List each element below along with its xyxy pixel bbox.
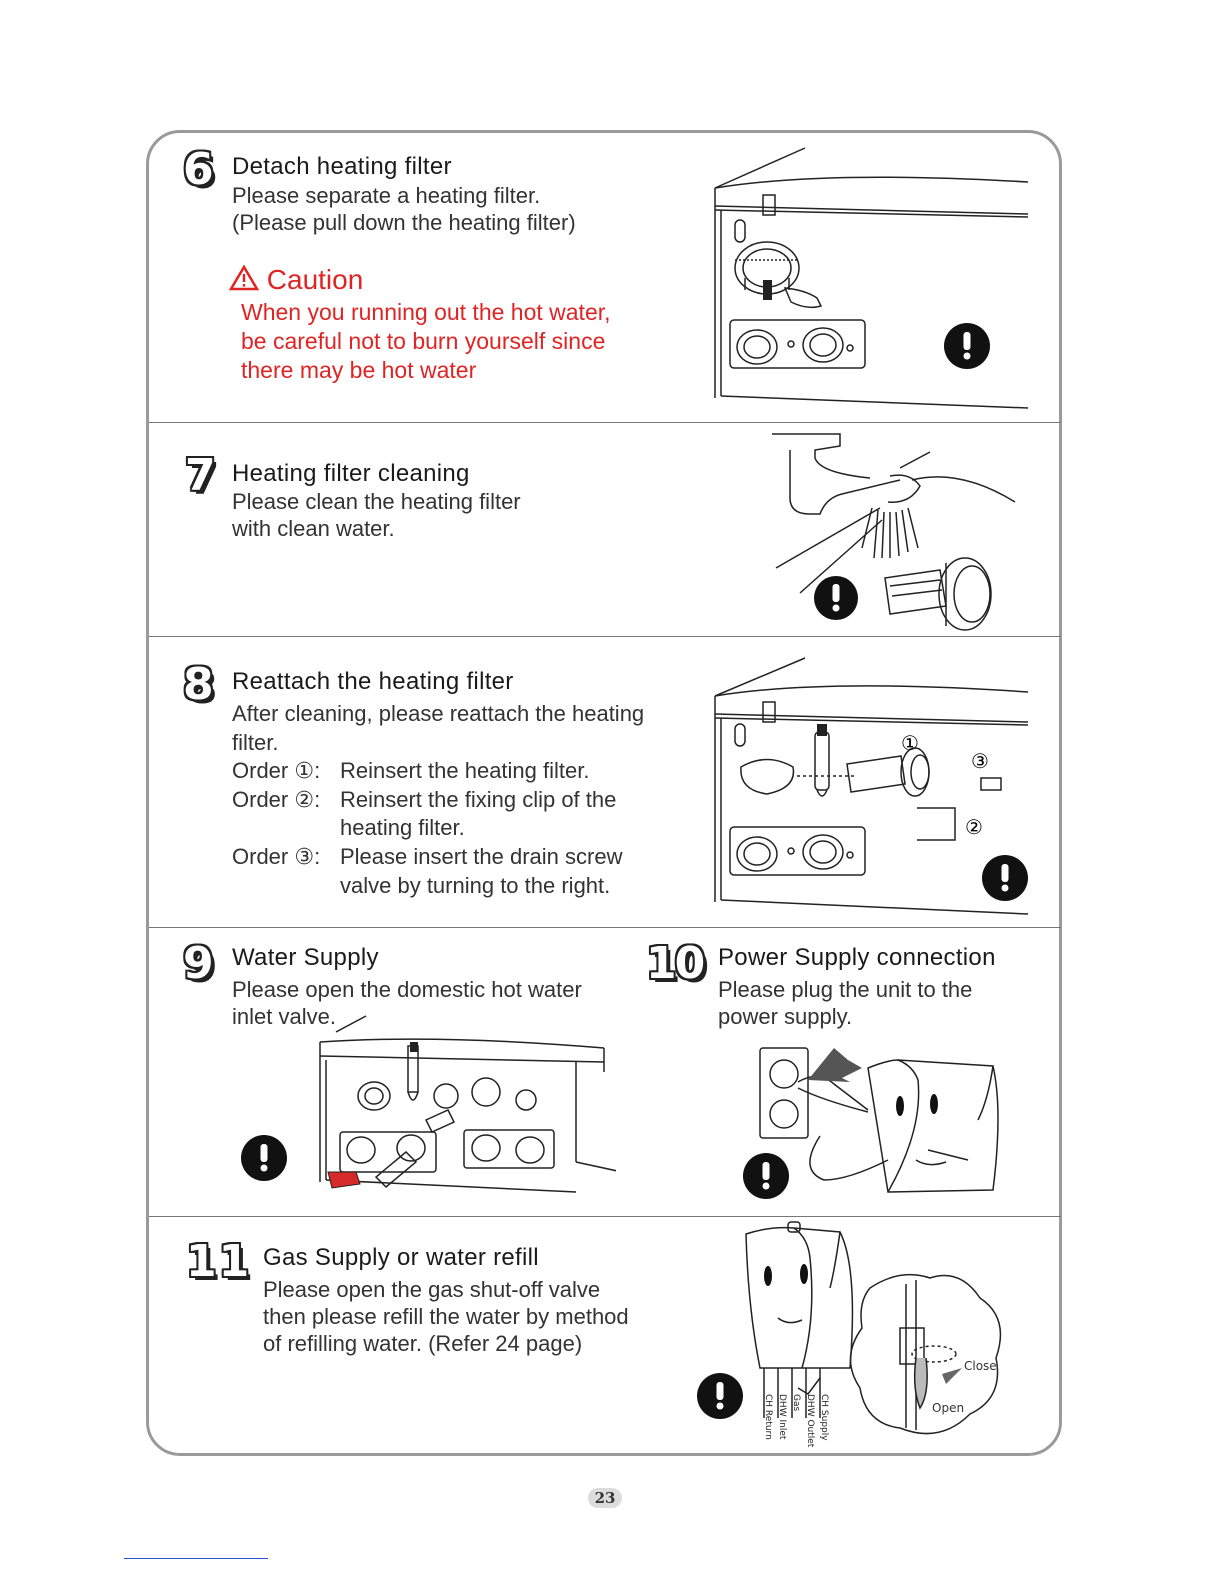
order-text: Reinsert the heating filter. (340, 758, 590, 784)
order-label: Order ③: (232, 843, 321, 869)
order-text-line: Reinsert the fixing clip of the (340, 786, 617, 812)
step-6-title: Detach heating filter (232, 153, 452, 180)
step-11-number: 11 (186, 1236, 252, 1287)
step-6-line: (Please pull down the heating filter) (232, 210, 576, 235)
power-plug-illustration (738, 1040, 1008, 1210)
filter-cleaning-illustration (760, 428, 1030, 633)
order-label: Order ①: (232, 758, 321, 784)
section-divider (149, 927, 1061, 928)
step-7-line: with clean water. (232, 516, 395, 541)
order-label: Order ②: (232, 786, 321, 812)
step-8-number: 8 (183, 659, 214, 710)
callout-2: ② (965, 815, 983, 839)
step-10-line: Please plug the unit to the (718, 977, 973, 1002)
step-9-line: inlet valve. (232, 1004, 336, 1029)
step-9-title: Water Supply (232, 944, 379, 971)
section-divider (149, 422, 1061, 423)
step-10-number: 10 (646, 938, 704, 989)
section-divider (149, 1216, 1061, 1217)
pipe-label: Gas (791, 1394, 801, 1412)
step-10-text (718, 976, 972, 1030)
step-10-title: Power Supply connection (718, 944, 996, 971)
valve-close-label: Close (964, 1359, 997, 1373)
pipe-label: CH Supply (819, 1394, 829, 1441)
step-9-number: 9 (183, 938, 214, 989)
order-text (340, 786, 682, 843)
order-text-line: valve by turning to the right. (340, 872, 611, 898)
pipe-label: DHW Outlet (805, 1394, 815, 1448)
caution-line: be careful not to burn yourself since (241, 328, 606, 354)
step-6-line: Please separate a heating filter. (232, 183, 541, 208)
step-6-number: 6 (183, 144, 214, 195)
order-row (232, 786, 682, 843)
pipe-label: DHW Inlet (777, 1394, 787, 1440)
callout-3: ③ (971, 749, 989, 773)
step-6-text (232, 182, 576, 236)
order-text (340, 843, 682, 900)
step-7-title: Heating filter cleaning (232, 460, 470, 487)
caution-line: there may be hot water (241, 357, 477, 383)
valve-open-label: Open (932, 1401, 965, 1415)
step-10-line: power supply. (718, 1004, 853, 1029)
filter-reattach-illustration (705, 652, 1035, 922)
step-11-text (263, 1276, 629, 1357)
step-8-title: Reattach the heating filter (232, 668, 514, 695)
step-11-title: Gas Supply or water refill (263, 1244, 539, 1271)
pipe-label: CH Return (763, 1394, 773, 1440)
step-8-line: After cleaning, please reattach the heating (232, 701, 645, 726)
step-7-number: 7 (185, 450, 216, 501)
step-11-line: then please refill the water by method (263, 1304, 629, 1329)
order-row (232, 843, 682, 900)
order-row (232, 757, 682, 786)
caution-label: Caution (266, 264, 364, 295)
step-11-line: Please open the gas shut-off valve (263, 1277, 601, 1302)
heater-filter-detach-illustration (705, 140, 1035, 415)
step-9-line: Please open the domestic hot water (232, 977, 582, 1002)
order-text-line: heating filter. (340, 815, 465, 841)
page-number: 23 (588, 1488, 622, 1508)
step-7-line: Please clean the heating filter (232, 489, 521, 514)
footer-link-underline (124, 1558, 268, 1559)
caution-line: When you running out the hot water, (241, 299, 611, 325)
gas-valve-illustration (690, 1218, 1010, 1454)
caution-heading (229, 264, 363, 296)
water-supply-illustration (236, 1012, 616, 1208)
warning-triangle-icon (229, 265, 259, 291)
step-8-text (232, 700, 682, 900)
step-8-line: filter. (232, 729, 279, 755)
callout-1: ① (901, 731, 919, 755)
step-11-line: of refilling water. (Refer 24 page) (263, 1331, 583, 1356)
caution-text (241, 298, 611, 385)
section-divider (149, 636, 1061, 637)
order-text-line: Please insert the drain screw (340, 843, 623, 869)
step-7-text (232, 488, 521, 542)
